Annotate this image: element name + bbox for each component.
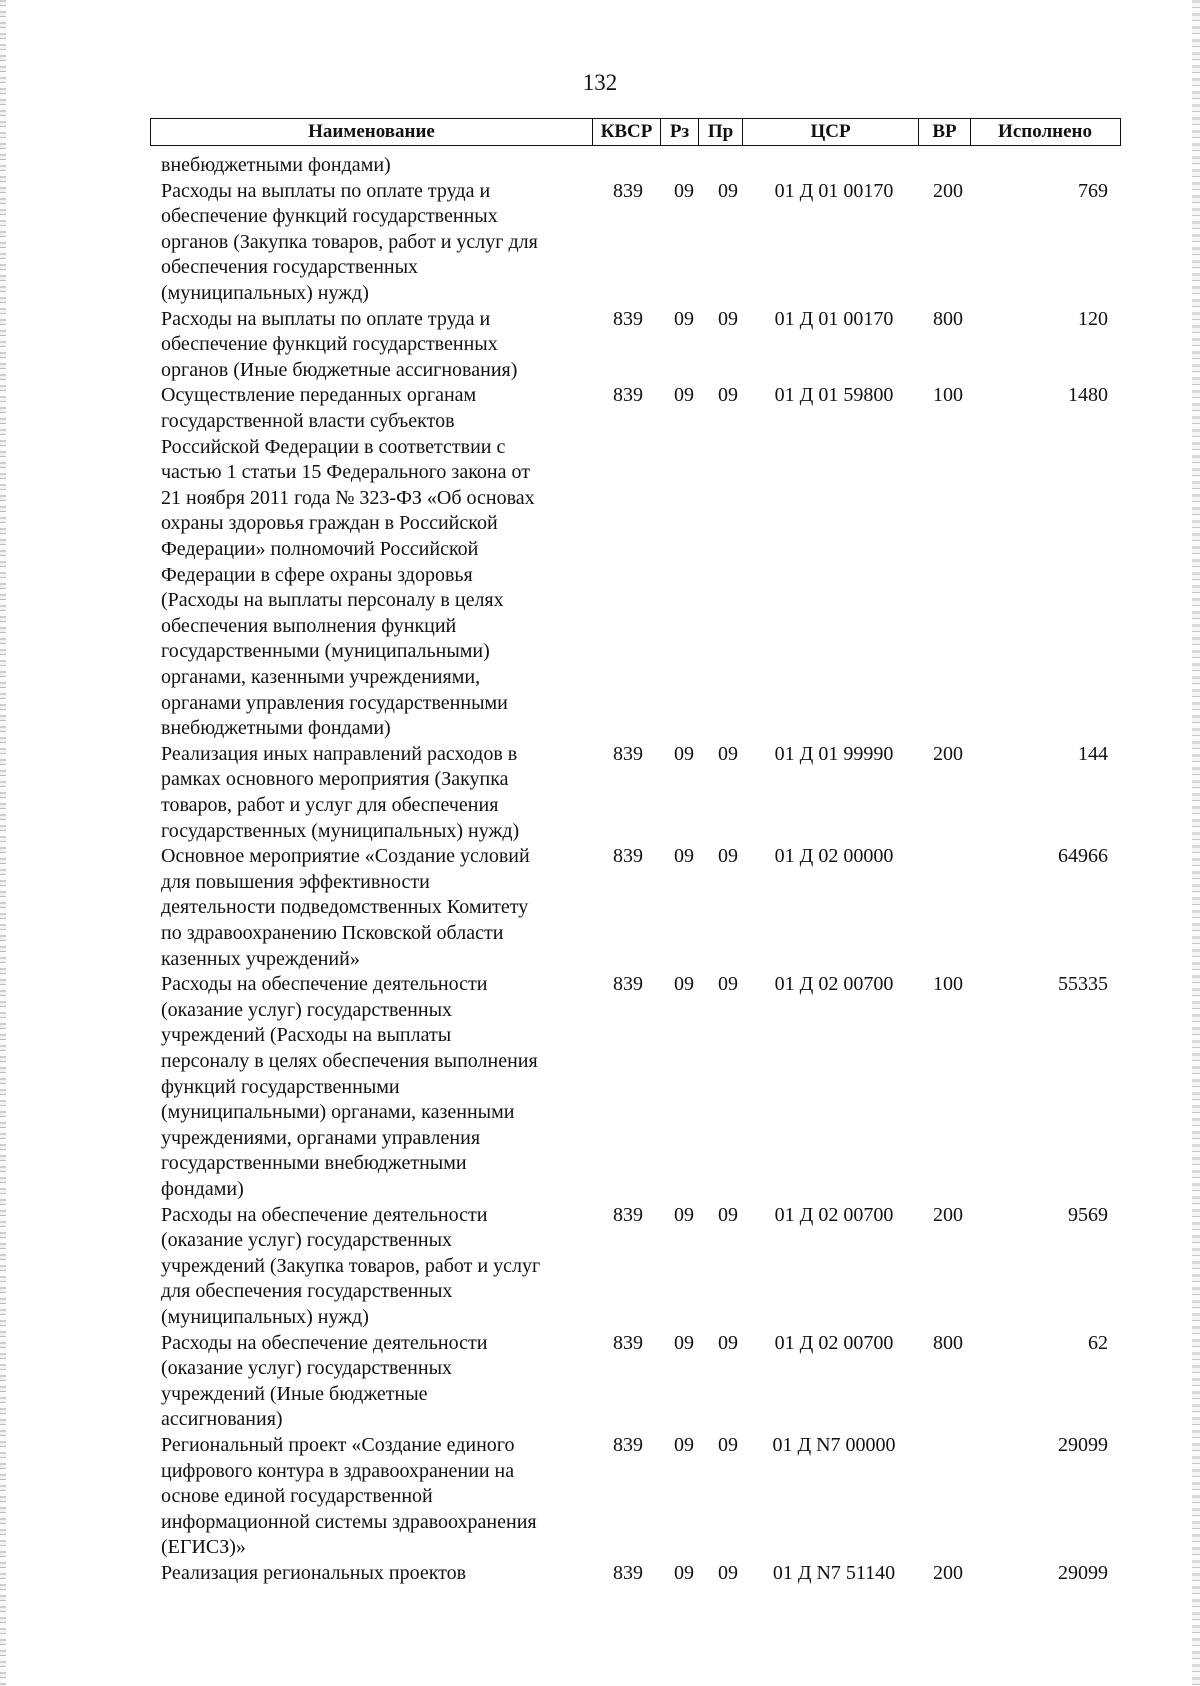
row-name-line: персоналу в целях обеспечения выполнения xyxy=(161,1049,538,1072)
cell-executed: 1480 xyxy=(1068,384,1108,407)
cell-csr: 01 Д 01 00170 xyxy=(774,179,894,202)
cell-rz: 09 xyxy=(674,1331,694,1354)
cell-executed: 9569 xyxy=(1068,1203,1108,1226)
row-name-line: деятельности подведомственных Комитету xyxy=(161,896,529,919)
header-pr: Пр xyxy=(699,119,743,145)
cell-vr: 200 xyxy=(933,1203,963,1226)
row-name-line: органами, казенными учреждениями, xyxy=(161,665,481,688)
row-name xyxy=(161,972,591,1202)
row-name-line: учреждений (Иные бюджетные xyxy=(161,1382,428,1405)
cell-vr: 200 xyxy=(933,1562,963,1584)
table-row xyxy=(0,1203,1200,1331)
cell-rz: 09 xyxy=(674,845,694,868)
table-row xyxy=(0,179,1200,307)
row-name-line: государственными внебюджетными xyxy=(161,1152,467,1175)
cell-csr: 01 Д 02 00700 xyxy=(774,1203,894,1226)
row-name-line: казенных учреждений» xyxy=(161,947,360,970)
cell-csr: 01 Д 02 00700 xyxy=(774,973,894,996)
table-row xyxy=(0,742,1200,844)
row-name-line: Расходы на обеспечение деятельности xyxy=(161,1203,488,1226)
header-csr: ЦСР xyxy=(743,119,919,145)
table-row xyxy=(0,972,1200,1202)
row-name-line: Федерации» полномочий Российской xyxy=(161,537,479,560)
cell-kvsr: 839 xyxy=(613,307,643,330)
cell-executed: 144 xyxy=(1078,742,1108,765)
row-name-line: внебюджетными фондами) xyxy=(161,154,391,176)
row-name xyxy=(161,844,591,972)
row-name xyxy=(161,307,591,384)
row-name-line: фондами) xyxy=(161,1177,244,1200)
cell-rz: 09 xyxy=(674,742,694,765)
row-name-line: (муниципальных) нужд) xyxy=(161,1305,369,1328)
row-name-line: (Расходы на выплаты персоналу в целях xyxy=(161,589,504,612)
cell-rz: 09 xyxy=(674,973,694,996)
cell-vr: 200 xyxy=(933,179,963,202)
cell-kvsr: 839 xyxy=(613,845,643,868)
row-name-line: основе единой государственной xyxy=(161,1485,433,1508)
cell-pr: 09 xyxy=(718,179,738,202)
table-row xyxy=(0,1561,1200,1587)
row-name-line: Основное мероприятие «Создание условий xyxy=(161,845,530,868)
cell-executed: 29099 xyxy=(1058,1434,1108,1456)
row-name-line: обеспечение функций государственных xyxy=(161,333,498,356)
cell-executed: 64966 xyxy=(1058,845,1108,868)
row-name-line: Региональный проект «Создание единого xyxy=(161,1434,515,1456)
cell-kvsr: 839 xyxy=(613,742,643,765)
row-name-line: частью 1 статьи 15 Федерального закона от xyxy=(161,461,530,484)
row-name-line: Расходы на выплаты по оплате труда и xyxy=(161,179,491,202)
cell-pr: 09 xyxy=(718,307,738,330)
cell-csr: 01 Д N7 51140 xyxy=(772,1562,896,1584)
row-name xyxy=(161,1203,591,1331)
cell-pr: 09 xyxy=(718,1203,738,1226)
cell-vr: 800 xyxy=(933,1331,963,1354)
cell-pr: 09 xyxy=(718,742,738,765)
cell-rz: 09 xyxy=(674,384,694,407)
row-name xyxy=(161,742,591,844)
row-name-line: (муниципальных) нужд) xyxy=(161,281,369,304)
row-name-line: функций государственными xyxy=(161,1075,400,1098)
row-name xyxy=(161,1331,591,1433)
row-name-line: (оказание услуг) государственных xyxy=(161,1357,453,1380)
table-row xyxy=(0,1331,1200,1433)
row-name-line: товаров, работ и услуг для обеспечения xyxy=(161,793,499,816)
row-name-line: государственной власти субъектов xyxy=(161,409,455,432)
row-name-line: органами управления государственными xyxy=(161,691,508,714)
cell-vr: 800 xyxy=(933,307,963,330)
cell-executed: 62 xyxy=(1088,1331,1108,1354)
table-row xyxy=(0,307,1200,384)
row-name-line: учреждениями, органами управления xyxy=(161,1126,481,1149)
cell-kvsr: 839 xyxy=(613,179,643,202)
row-name xyxy=(161,383,591,741)
cell-executed: 55335 xyxy=(1058,973,1108,996)
cell-vr: 100 xyxy=(933,973,963,996)
row-name-line: ассигнования) xyxy=(161,1408,283,1431)
cell-kvsr: 839 xyxy=(613,1331,643,1354)
cell-kvsr: 839 xyxy=(613,973,643,996)
header-executed: Исполнено xyxy=(998,121,1092,142)
row-name xyxy=(161,153,591,179)
cell-rz: 09 xyxy=(674,1203,694,1226)
row-name-line: рамках основного мероприятия (Закупка xyxy=(161,768,509,791)
row-name-line: по здравоохранению Псковской области xyxy=(161,921,504,944)
header-rz: Рз xyxy=(661,119,699,145)
cell-pr: 09 xyxy=(718,845,738,868)
row-name-line: органов (Иные бюджетные ассигнования) xyxy=(161,358,518,381)
cell-pr: 09 xyxy=(718,1562,738,1584)
cell-rz: 09 xyxy=(674,307,694,330)
cell-csr: 01 Д 01 59800 xyxy=(774,384,894,407)
cell-pr: 09 xyxy=(718,1434,738,1456)
row-name-line: обеспечения выполнения функций xyxy=(161,614,457,637)
row-name-line: внебюджетными фондами) xyxy=(161,717,391,740)
row-name xyxy=(161,1433,591,1561)
cell-csr: 01 Д 01 00170 xyxy=(774,307,894,330)
cell-kvsr: 839 xyxy=(613,1434,643,1456)
row-name-line: Российской Федерации в соответствии с xyxy=(161,435,506,458)
header-name: Наименование xyxy=(151,119,593,145)
row-name-line: органов (Закупка товаров, работ и услуг для xyxy=(161,230,538,253)
row-name-line: учреждений (Расходы на выплаты xyxy=(161,1024,452,1047)
row-name-line: Федерации в сфере охраны здоровья xyxy=(161,563,473,586)
cell-csr: 01 Д 02 00000 xyxy=(774,845,894,868)
cell-pr: 09 xyxy=(718,1331,738,1354)
table-header xyxy=(150,118,1121,146)
header-vr: ВР xyxy=(919,119,971,145)
row-name-line: охраны здоровья граждан в Российской xyxy=(161,512,498,535)
row-name-line: Осуществление переданных органам xyxy=(161,384,477,407)
row-name xyxy=(161,1561,591,1587)
row-name-line: Реализация региональных проектов xyxy=(161,1562,467,1584)
cell-vr: 100 xyxy=(933,384,963,407)
row-name-line: информационной системы здравоохранения xyxy=(161,1510,537,1533)
row-name-line: учреждений (Закупка товаров, работ и услуг xyxy=(161,1254,541,1277)
cell-rz: 09 xyxy=(674,1434,694,1456)
row-name-line: государственных (муниципальных) нужд) xyxy=(161,819,520,842)
cell-kvsr: 839 xyxy=(613,1203,643,1226)
page-number: 132 xyxy=(582,70,618,95)
row-name-line: (оказание услуг) государственных xyxy=(161,998,453,1021)
row-name-line: Реализация иных направлений расходов в xyxy=(161,742,518,765)
row-name-line: государственными (муниципальными) xyxy=(161,640,490,663)
row-name-line: 21 ноября 2011 года № 323-ФЗ «Об основах xyxy=(161,486,535,509)
cell-csr: 01 Д N7 00000 xyxy=(772,1434,896,1456)
row-name-line: цифрового контура в здравоохранении на xyxy=(161,1459,515,1482)
cell-vr: 200 xyxy=(933,742,963,765)
row-name-line: Расходы на обеспечение деятельности xyxy=(161,973,488,996)
row-name-line: обеспечения государственных xyxy=(161,256,419,279)
header-kvsr: КВСР xyxy=(593,119,661,145)
table-row xyxy=(0,153,1200,179)
table-row xyxy=(0,383,1200,741)
row-name-line: (оказание услуг) государственных xyxy=(161,1229,453,1252)
cell-executed: 120 xyxy=(1078,307,1108,330)
cell-pr: 09 xyxy=(718,973,738,996)
row-name-line: обеспечение функций государственных xyxy=(161,205,498,228)
row-name-line: Расходы на выплаты по оплате труда и xyxy=(161,307,491,330)
cell-executed: 769 xyxy=(1078,179,1108,202)
cell-executed: 29099 xyxy=(1058,1562,1108,1584)
cell-pr: 09 xyxy=(718,384,738,407)
cell-kvsr: 839 xyxy=(613,384,643,407)
table-row xyxy=(0,1433,1200,1561)
row-name-line: (ЕГИСЗ)» xyxy=(161,1536,246,1559)
cell-rz: 09 xyxy=(674,1562,694,1584)
row-name-line: для обеспечения государственных xyxy=(161,1280,453,1303)
row-name-line: (муниципальными) органами, казенными xyxy=(161,1101,515,1124)
row-name-line: Расходы на обеспечение деятельности xyxy=(161,1331,488,1354)
row-name xyxy=(161,179,591,307)
cell-rz: 09 xyxy=(674,179,694,202)
cell-kvsr: 839 xyxy=(613,1562,643,1584)
cell-csr: 01 Д 02 00700 xyxy=(774,1331,894,1354)
cell-csr: 01 Д 01 99990 xyxy=(774,742,894,765)
table-row xyxy=(0,844,1200,972)
row-name-line: для повышения эффективности xyxy=(161,870,430,893)
